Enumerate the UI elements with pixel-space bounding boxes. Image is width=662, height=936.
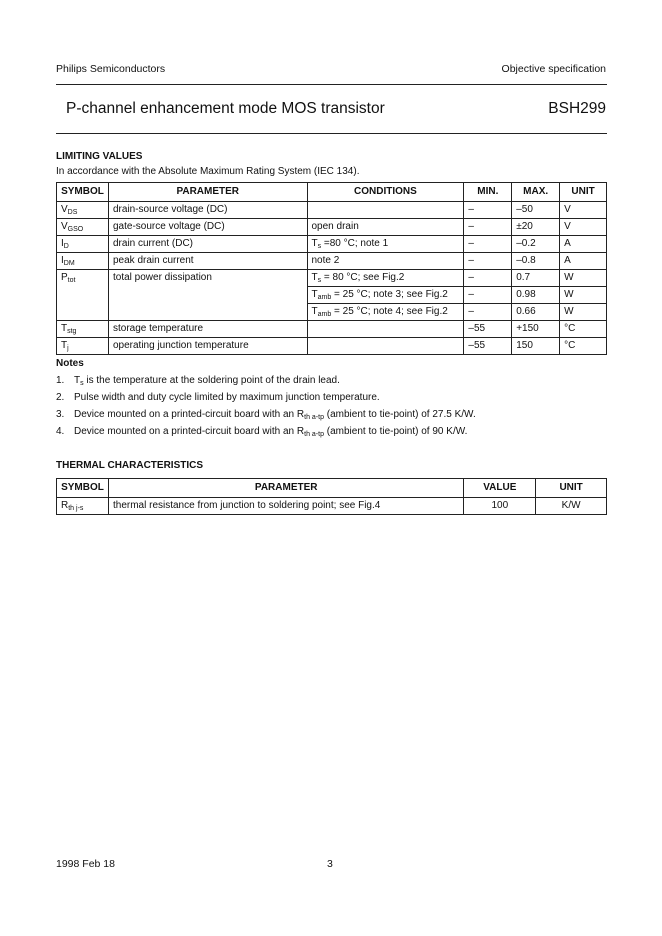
symbol-cell: $V_{GSO}$ [57, 219, 109, 236]
symbol-cell: $T_{stg}$ [57, 321, 109, 338]
symbol-cell: $R_{th j-s}$ [57, 498, 109, 515]
part-number: BSH299 [548, 100, 606, 117]
table-row [57, 202, 607, 219]
limiting-values-heading: LIMITING VALUES [56, 151, 143, 162]
unit-cell: W [560, 287, 607, 304]
table-row [57, 236, 607, 253]
unit-cell: K/W [536, 498, 607, 515]
unit-cell: A [560, 253, 607, 270]
min-cell: – [464, 304, 512, 321]
col-header-min: MIN. [464, 183, 512, 202]
max-cell: 150 [512, 338, 560, 355]
parameter-cell: peak drain current [108, 253, 307, 270]
max-cell: 0.98 [512, 287, 560, 304]
conditions-cell: $T_{amb} = 25$ °C; note 3; see Fig.2 [307, 287, 464, 304]
unit-cell: V [560, 219, 607, 236]
title-rule [56, 133, 607, 134]
parameter-cell: drain-source voltage (DC) [108, 202, 307, 219]
document-type: Objective specification [501, 63, 606, 75]
note-item: 2. Pulse width and duty cycle limited by maximum junction temperature. [56, 392, 380, 403]
table-header-row [57, 183, 607, 202]
note-item: 4. Device mounted on a printed-circuit board with an $R_{th a-tp}$ (ambient to tie-point) of 90 K/W. [56, 426, 468, 438]
parameter-cell: thermal resistance from junction to soldering point; see Fig.4 [108, 498, 463, 515]
notes-heading: Notes [56, 358, 84, 369]
min-cell: – [464, 253, 512, 270]
footer-date: 1998 Feb 18 [56, 858, 115, 870]
table-row [57, 338, 607, 355]
conditions-cell [307, 321, 464, 338]
limiting-values-table [56, 182, 607, 355]
col-header-value: VALUE [464, 479, 536, 498]
table-row [57, 321, 607, 338]
note-item: 1. $T_s$ is the temperature at the soldering point of the drain lead. [56, 375, 340, 387]
col-header-conditions: CONDITIONS [307, 183, 464, 202]
value-cell: 100 [464, 498, 536, 515]
col-header-max: MAX. [512, 183, 560, 202]
unit-cell: °C [560, 338, 607, 355]
min-cell: – [464, 236, 512, 253]
max-cell: –0.8 [512, 253, 560, 270]
header-rule [56, 84, 607, 85]
table-row [57, 270, 607, 287]
parameter-cell: total power dissipation [108, 270, 307, 321]
parameter-cell: operating junction temperature [108, 338, 307, 355]
col-header-parameter: PARAMETER [108, 183, 307, 202]
table-row [57, 219, 607, 236]
page-title: P-channel enhancement mode MOS transistor [66, 100, 385, 117]
max-cell: +150 [512, 321, 560, 338]
conditions-cell: $T_s =80$ °C; note 1 [307, 236, 464, 253]
min-cell: –55 [464, 321, 512, 338]
conditions-cell: $T_{amb} = 25$ °C; note 4; see Fig.2 [307, 304, 464, 321]
limiting-values-intro: In accordance with the Absolute Maximum Rating System (IEC 134). [56, 166, 360, 177]
table-row [57, 253, 607, 270]
page-number: 3 [327, 858, 333, 870]
symbol-cell: $I_{DM}$ [57, 253, 109, 270]
table-header-row [57, 479, 607, 498]
symbol-cell: $T_j$ [57, 338, 109, 355]
table-row [57, 498, 607, 515]
conditions-cell: open drain [307, 219, 464, 236]
company-name: Philips Semiconductors [56, 63, 166, 75]
parameter-cell: gate-source voltage (DC) [108, 219, 307, 236]
symbol-cell: $P_{tot}$ [57, 270, 109, 321]
conditions-cell [307, 338, 464, 355]
max-cell: 0.66 [512, 304, 560, 321]
max-cell: ±20 [512, 219, 560, 236]
col-header-unit: UNIT [536, 479, 607, 498]
unit-cell: °C [560, 321, 607, 338]
max-cell: –50 [512, 202, 560, 219]
unit-cell: W [560, 270, 607, 287]
min-cell: – [464, 287, 512, 304]
min-cell: –55 [464, 338, 512, 355]
max-cell: 0.7 [512, 270, 560, 287]
col-header-symbol: SYMBOL [57, 183, 109, 202]
parameter-cell: storage temperature [108, 321, 307, 338]
col-header-symbol: SYMBOL [57, 479, 109, 498]
parameter-cell: drain current (DC) [108, 236, 307, 253]
note-item: 3. Device mounted on a printed-circuit board with an $R_{th a-tp}$ (ambient to tie-point) of 27.5 K/W. [56, 409, 476, 421]
symbol-cell: $V_{DS}$ [57, 202, 109, 219]
thermal-heading: THERMAL CHARACTERISTICS [56, 460, 204, 471]
max-cell: –0.2 [512, 236, 560, 253]
unit-cell: W [560, 304, 607, 321]
thermal-table [56, 478, 607, 515]
min-cell: – [464, 219, 512, 236]
min-cell: – [464, 270, 512, 287]
unit-cell: V [560, 202, 607, 219]
unit-cell: A [560, 236, 607, 253]
conditions-cell: $T_s = 80$ °C; see Fig.2 [307, 270, 464, 287]
conditions-cell [307, 202, 464, 219]
col-header-unit: UNIT [560, 183, 607, 202]
conditions-cell: note 2 [307, 253, 464, 270]
col-header-parameter: PARAMETER [108, 479, 463, 498]
min-cell: – [464, 202, 512, 219]
symbol-cell: $I_D$ [57, 236, 109, 253]
